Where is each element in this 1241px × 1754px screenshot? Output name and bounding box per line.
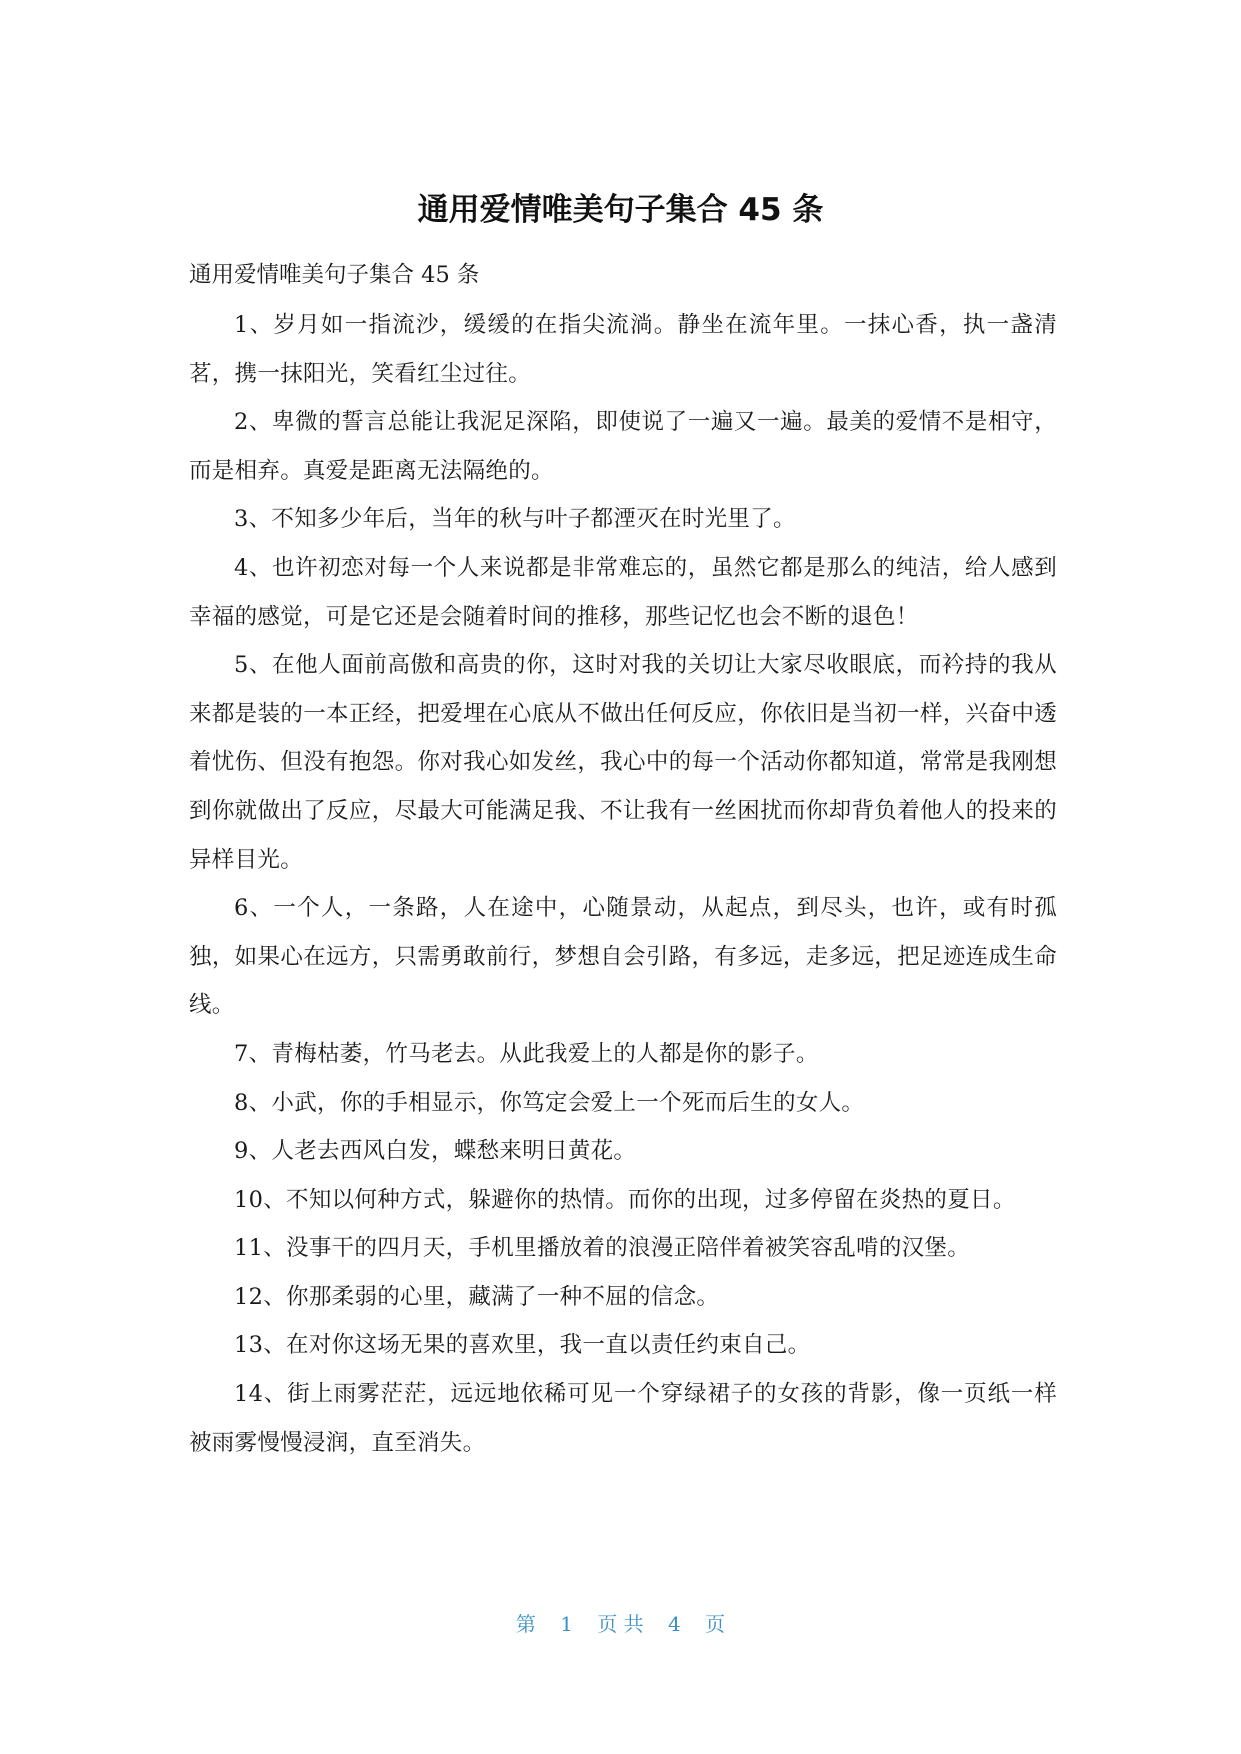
paragraph-12: 12、你那柔弱的心里，藏满了一种不屈的信念。 [234, 1283, 720, 1310]
footer-middle: 页 共 [597, 1612, 644, 1636]
footer-current-page: 1 [560, 1612, 573, 1636]
document-subtitle: 通用爱情唯美句子集合 45 条 [189, 262, 480, 288]
paragraph-14: 14、街上雨雾茫茫，远远地依稀可见一个穿绿裙子的女孩的背影，像一页纸一样被雨雾慢慢浸润，直至消失。 [189, 1381, 1057, 1456]
paragraph-1: 1、岁月如一指流沙，缓缓的在指尖流淌。静坐在流年里。一抹心香，执一盏清茗，携一抹阳光，笑看红尘过往。 [189, 312, 1057, 387]
footer-suffix: 页 [705, 1612, 726, 1636]
paragraph-8: 8、小武，你的手相显示，你笃定会爱上一个死而后生的女人。 [234, 1089, 865, 1116]
paragraph-7: 7、青梅枯萎，竹马老去。从此我爱上的人都是你的影子。 [234, 1040, 819, 1067]
paragraph-13: 13、在对你这场无果的喜欢里，我一直以责任约束自己。 [234, 1332, 811, 1359]
paragraph-6: 6、一个人，一条路，人在途中，心随景动，从起点，到尽头，也许，或有时孤独，如果心在远方，只需勇敢前行，梦想自会引路，有多远，走多远，把足迹连成生命线。 [189, 895, 1057, 1019]
footer-prefix: 第 [515, 1612, 536, 1636]
paragraph-11: 11、没事干的四月天，手机里播放着的浪漫正陪伴着被笑容乱啃的汉堡。 [234, 1235, 971, 1262]
paragraph-9: 9、人老去西风白发，蝶愁来明日黄花。 [234, 1138, 637, 1165]
page-number-footer [0, 1608, 1241, 1637]
paragraph-5: 5、在他人面前高傲和高贵的你，这时对我的关切让大家尽收眼底，而衿持的我从来都是装的一本正经，把爱埋在心底从不做出任何反应，你依旧是当初一样，兴奋中透着忧伤、但没有抱怨。你对我心如发丝，我心中的每一个活动你都知道，常常是我刚想到你就做出了反应，尽最大可能满足我、不让我有一丝困扰而你却背负着他人的投来的异样目光。 [189, 652, 1057, 873]
document-title: 通用爱情唯美句子集合 45 条 [417, 192, 824, 228]
footer-total-pages: 4 [668, 1612, 681, 1636]
paragraph-3: 3、不知多少年后，当年的秋与叶子都湮灭在时光里了。 [234, 506, 796, 533]
paragraph-2: 2、卑微的誓言总能让我泥足深陷，即使说了一遍又一遍。最美的爱情不是相守，而是相弃。真爱是距离无法隔绝的。 [189, 409, 1057, 484]
paragraph-10: 10、不知以何种方式，躲避你的热情。而你的出现，过多停留在炎热的夏日。 [234, 1186, 1016, 1213]
document-body [189, 252, 1057, 1467]
paragraph-4: 4、也许初恋对每一个人来说都是非常难忘的，虽然它都是那么的纯洁，给人感到幸福的感觉，可是它还是会随着时间的推移，那些记忆也会不断的退色！ [189, 554, 1057, 630]
